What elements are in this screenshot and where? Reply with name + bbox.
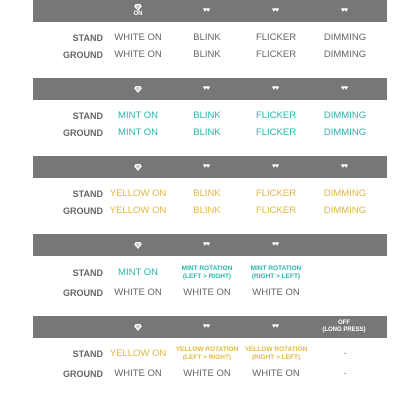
- section-header: [33, 78, 387, 100]
- mode-value: WHITE ON: [114, 49, 162, 60]
- double-heart-icon: ♥♥: [340, 7, 348, 14]
- rotation-name: YELLOW ROTATION: [244, 346, 308, 353]
- row-label: GROUND: [63, 128, 103, 138]
- ground-row: [33, 286, 387, 300]
- stand-row: [33, 345, 387, 363]
- header-button-double: [240, 234, 310, 256]
- mode-value: BLINK: [193, 127, 221, 138]
- header-button-double: [309, 0, 379, 22]
- mode-value: WHITE ON: [183, 287, 231, 298]
- row-label: GROUND: [63, 369, 103, 379]
- gem-icon: [134, 4, 142, 11]
- header-button-single: [103, 0, 173, 22]
- header-button-single: [103, 156, 173, 178]
- mode-value: WHITE ON: [114, 368, 162, 379]
- header-button-double: [171, 316, 241, 338]
- double-heart-icon: ♥♥: [340, 163, 348, 170]
- mode-value: WHITE ON: [114, 32, 162, 43]
- double-heart-icon: ♥♥: [271, 241, 279, 248]
- mode-value: DIMMING: [323, 205, 367, 216]
- double-heart-icon: ♥♥: [271, 323, 279, 330]
- rotation-direction: (LEFT > RIGHT): [182, 273, 232, 280]
- mode-value: YELLOW ON: [109, 188, 167, 199]
- header-off-long-press: [309, 316, 379, 338]
- ground-row: [33, 48, 387, 62]
- header-button-double: [240, 0, 310, 22]
- mode-value: WHITE ON: [252, 287, 300, 298]
- ground-row: [33, 367, 387, 381]
- stand-row: [33, 109, 387, 123]
- mode-value: FLICKER: [255, 49, 297, 60]
- mode-value: FLICKER: [255, 188, 297, 199]
- mode-value: DIMMING: [323, 127, 367, 138]
- mode-value: FLICKER: [255, 127, 297, 138]
- mode-value-rotation: [241, 345, 311, 363]
- gem-icon: [134, 242, 142, 249]
- header-off-label: OFF: [338, 320, 350, 326]
- double-heart-icon: ♥♥: [202, 323, 210, 330]
- mode-value: BLINK: [193, 205, 221, 216]
- row-label: GROUND: [63, 50, 103, 60]
- gem-icon: [134, 324, 142, 331]
- stand-row: [33, 31, 387, 45]
- mode-value: BLINK: [193, 49, 221, 60]
- double-heart-icon: ♥♥: [271, 7, 279, 14]
- mode-value: DIMMING: [323, 49, 367, 60]
- mode-value: FLICKER: [255, 110, 297, 121]
- mode-value: -: [343, 348, 347, 359]
- header-button-double: [171, 0, 241, 22]
- section-header: [33, 316, 387, 338]
- row-label: GROUND: [63, 206, 103, 216]
- double-heart-icon: ♥♥: [340, 85, 348, 92]
- header-button-single: [103, 316, 173, 338]
- header-button-double: [309, 78, 379, 100]
- mode-value: YELLOW ON: [109, 348, 167, 359]
- mode-value: WHITE ON: [183, 368, 231, 379]
- header-button-double: [240, 156, 310, 178]
- mode-value: WHITE ON: [252, 368, 300, 379]
- ground-row: [33, 204, 387, 218]
- header-button-double: [240, 316, 310, 338]
- mode-value: MINT ON: [118, 127, 158, 138]
- mode-value: YELLOW ON: [109, 205, 167, 216]
- gem-icon: [134, 86, 142, 93]
- double-heart-icon: ♥♥: [202, 163, 210, 170]
- ground-row: [33, 126, 387, 140]
- section-header: [33, 234, 387, 256]
- stand-row: [33, 264, 387, 282]
- row-label: STAND: [72, 189, 103, 199]
- mode-value: MINT ON: [118, 110, 158, 121]
- rotation-name: MINT ROTATION: [250, 265, 302, 272]
- rotation-direction: (RIGHT > LEFT): [251, 354, 301, 361]
- header-button-double: [171, 156, 241, 178]
- row-label: STAND: [72, 349, 103, 359]
- header-long-press-label: (LONG PRESS): [322, 327, 366, 333]
- mode-value: DIMMING: [323, 110, 367, 121]
- rotation-direction: (RIGHT > LEFT): [251, 273, 301, 280]
- double-heart-icon: ♥♥: [202, 7, 210, 14]
- mode-value: DIMMING: [323, 32, 367, 43]
- mode-value: BLINK: [193, 110, 221, 121]
- double-heart-icon: ♥♥: [271, 163, 279, 170]
- section-header: [33, 0, 387, 22]
- rotation-direction: (LEFT > RIGHT): [182, 354, 232, 361]
- header-button-double: [240, 78, 310, 100]
- rotation-name: YELLOW ROTATION: [175, 346, 239, 353]
- double-heart-icon: ♥♥: [202, 241, 210, 248]
- header-button-double: [171, 234, 241, 256]
- double-heart-icon: ♥♥: [202, 85, 210, 92]
- mode-value: -: [343, 368, 347, 379]
- stand-row: [33, 187, 387, 201]
- row-label: STAND: [72, 33, 103, 43]
- mode-value-rotation: [173, 264, 241, 282]
- mode-value: MINT ON: [118, 267, 158, 278]
- mode-value-rotation: [173, 345, 241, 363]
- mode-value: DIMMING: [323, 188, 367, 199]
- mode-value: FLICKER: [255, 205, 297, 216]
- row-label: GROUND: [63, 288, 103, 298]
- header-button-single: [103, 234, 173, 256]
- header-on-label: ON: [133, 11, 143, 17]
- header-button-single: [103, 78, 173, 100]
- mode-value: BLINK: [193, 32, 221, 43]
- section-header: [33, 156, 387, 178]
- mode-value-rotation: [241, 264, 311, 282]
- mode-value: WHITE ON: [114, 287, 162, 298]
- header-button-double: [171, 78, 241, 100]
- mode-value: BLINK: [193, 188, 221, 199]
- gem-icon: [134, 164, 142, 171]
- row-label: STAND: [72, 111, 103, 121]
- double-heart-icon: ♥♥: [271, 85, 279, 92]
- rotation-name: MINT ROTATION: [181, 265, 233, 272]
- row-label: STAND: [72, 268, 103, 278]
- header-button-double: [309, 156, 379, 178]
- mode-value: FLICKER: [255, 32, 297, 43]
